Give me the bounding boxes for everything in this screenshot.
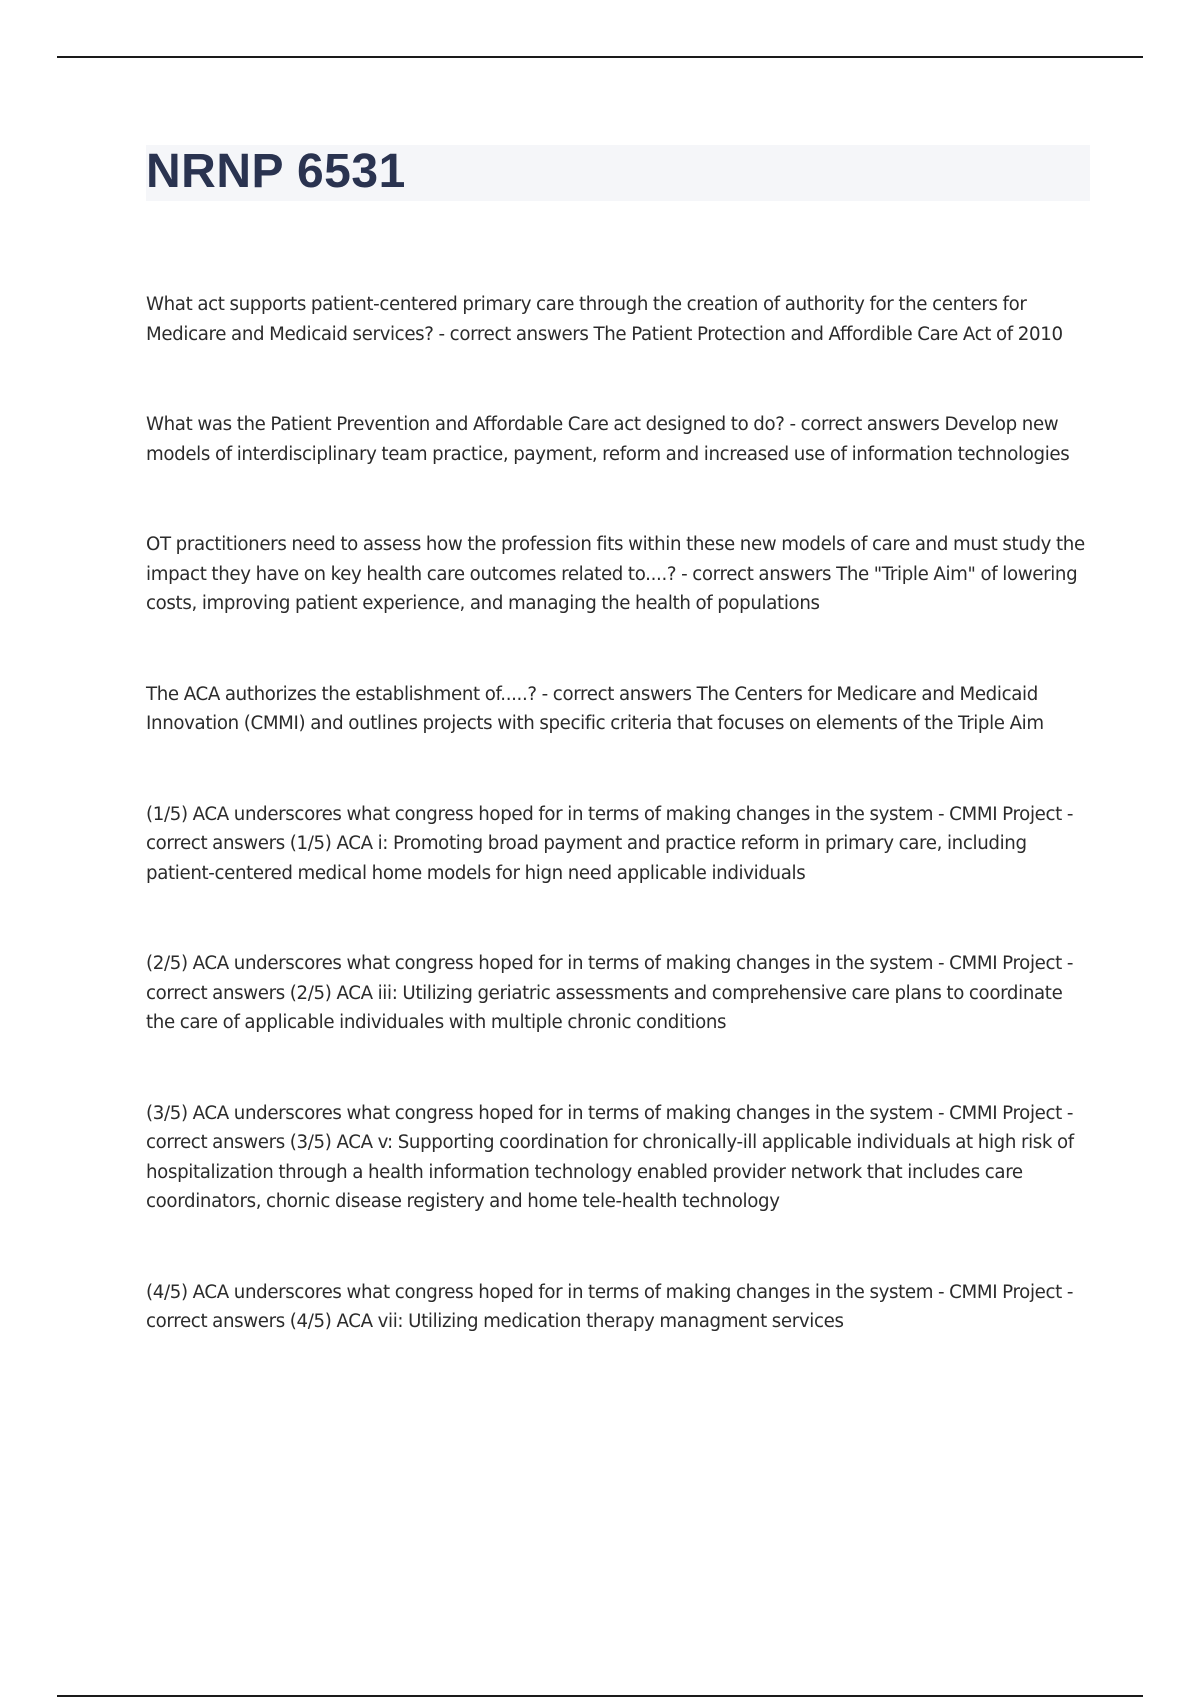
top-divider	[57, 56, 1143, 58]
qa-item: (3/5) ACA underscores what congress hoped for in terms of making changes in the system - CMMI Project - correct answers (3/5) ACA v: Supporting coordination for chronically-ill applicable individuals at high risk of hospitalization through a health information technology enabled provider network that includes care coordinators, chornic disease registery and home tele-health technology	[146, 1102, 1074, 1212]
qa-item: What was the Patient Prevention and Affordable Care act designed to do? - correct answers Develop new models of interdisciplinary team practice, payment, reform and increased use of information technologies	[146, 414, 1070, 465]
qa-item: The ACA authorizes the establishment of.....? - correct answers The Centers for Medicare and Medicaid Innovation (CMMI) and outlines projects with specific criteria that focuses on elements of the Triple Aim	[146, 683, 1044, 734]
qa-item: What act supports patient-centered primary care through the creation of authority for the centers for Medicare and Medicaid services? - correct answers The Patient Protection and Affordible Care Act of 2010	[146, 294, 1063, 345]
qa-list	[146, 290, 1094, 1398]
bottom-divider	[57, 1695, 1143, 1697]
qa-item: (4/5) ACA underscores what congress hoped for in terms of making changes in the system - CMMI Project - correct answers (4/5) ACA vii: Utilizing medication therapy managment services	[146, 1281, 1074, 1332]
document-title: NRNP 6531	[146, 145, 406, 198]
qa-item: (1/5) ACA underscores what congress hoped for in terms of making changes in the system - CMMI Project - correct answers (1/5) ACA i: Promoting broad payment and practice reform in primary care, including patient-centered medical home models for hign need applicable individuals	[146, 803, 1074, 884]
qa-item: OT practitioners need to assess how the profession fits within these new models of care and must study the impact they have on key health care outcomes related to....? - correct answers The "Triple Aim" of lowering costs, improving patient experience, and managing the health of populations	[146, 534, 1085, 614]
qa-item: (2/5) ACA underscores what congress hoped for in terms of making changes in the system - CMMI Project - correct answers (2/5) ACA iii: Utilizing geriatric assessments and comprehensive care plans to coordinate the care of applicable individuales with multiple chronic conditions	[146, 953, 1074, 1033]
